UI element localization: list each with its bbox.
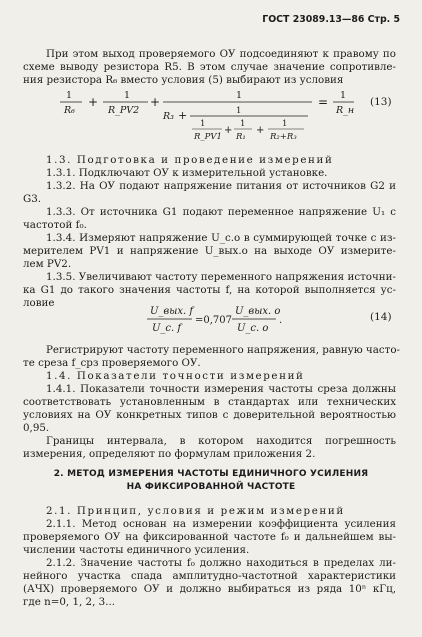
f13-plus-4: +: [224, 125, 233, 136]
item-1-3-4: 1.3.4. Измеряют напряжение U_с.о в суммирующей точке с из-: [46, 232, 396, 244]
f14-mid: =0,707: [195, 315, 233, 326]
item-2-1-2-cont-1: нейного участка спада амплитудно-частотной характеристики: [23, 570, 396, 582]
f13-r2r3: R₂+R₃: [270, 132, 297, 142]
item-2-1-2-cont-2: (АЧХ) проверяемого ОУ и должно выбираться из ряда 10ⁿ кГц,: [23, 583, 396, 595]
formula-14: [0, 300, 422, 340]
f13-r1: R₁: [236, 132, 246, 142]
f13-one-3: 1: [236, 90, 243, 101]
f13-one-2: 1: [124, 90, 131, 101]
item-1-4-1-cont-1: соответствовать установленным в стандартах или технических: [23, 396, 396, 408]
f13-one-7: 1: [282, 119, 288, 129]
after14-line-1: Регистрируют частоту переменного напряжения, равную часто-: [46, 344, 401, 356]
interval-line-1: Границы интервала, в котором находится погрешность: [46, 435, 396, 447]
item-2-1-2: 2.1.2. Значение частоты f₀ должно находиться в пределах ли-: [46, 557, 396, 569]
item-2-1-1-cont: проверяемого ОУ на фиксированной частоте f₀ и дальнейшем вы-: [23, 531, 396, 543]
item-1-3-2: 1.3.2. На ОУ подают напряжение питания от источников G2 и: [46, 180, 396, 192]
f13-rpv2: R_PV2: [108, 105, 140, 116]
f14-num-left: U_вых. f: [150, 306, 194, 317]
chapter-2-title-line-2: НА ФИКСИРОВАННОЙ ЧАСТОТЕ: [126, 482, 296, 492]
f13-rpv1: R_PV1: [194, 132, 222, 142]
f13-r6: R₆: [64, 105, 75, 116]
item-2-1-1: 2.1.1. Метод основан на измерении коэффициента усиления: [46, 518, 396, 530]
f13-r3: R₃: [163, 111, 174, 122]
f13-number: (13): [370, 96, 392, 108]
chapter-2-title-line-1: 2. МЕТОД ИЗМЕРЕНИЯ ЧАСТОТЫ ЕДИНИЧНОГО УСИЛЕНИЯ: [53, 469, 369, 479]
item-1-4-1-end: 0,95.: [23, 422, 50, 434]
item-1-4-1-cont-2: условиях на ОУ конкретных типов с доверительной вероятностью: [23, 409, 396, 421]
f14-num-right: U_вых. о: [235, 306, 281, 317]
item-1-3-5: 1.3.5. Увеличивают частоту переменного напряжения источни-: [46, 271, 396, 283]
f13-one-5: 1: [200, 119, 206, 129]
f13-plus-1: +: [88, 95, 99, 109]
f13-one-1: 1: [66, 90, 73, 101]
interval-line-2: измерения, определяют по формулам приложения 2.: [23, 448, 316, 460]
section-1-4-title: 1.4. Показатели точности измерений: [46, 370, 305, 382]
section-2-1-title: 2.1. Принцип, условия и режим измерений: [46, 505, 345, 517]
item-1-3-3: 1.3.3. От источника G1 подают переменное напряжение U₁ с: [46, 206, 396, 218]
f13-one-6: 1: [240, 119, 246, 129]
intro-line-1: При этом выход проверяемого ОУ подсоединяют к правому по: [46, 48, 396, 60]
item-1-3-4-end: лем PV2.: [23, 258, 72, 270]
item-1-3-5-end: ловие: [23, 297, 55, 309]
f13-one-8: 1: [340, 90, 347, 101]
f13-plus-3: +: [178, 109, 188, 122]
intro-line-2: схеме выводу резистора R5. В этом случае значение сопротивле-: [23, 61, 396, 73]
f13-one-4: 1: [236, 106, 242, 116]
f13-plus-5: +: [256, 125, 265, 136]
formula-13: [0, 86, 422, 148]
f14-den-left: U_с. f: [152, 323, 182, 334]
page-header: ГОСТ 23089.13—86 Стр. 5: [262, 14, 400, 25]
item-2-1-1-end: числении частоты единичного усиления.: [23, 544, 250, 556]
f13-plus-2: +: [150, 95, 161, 109]
after14-line-2: те среза f_срз проверяемого ОУ.: [23, 357, 201, 369]
intro-line-3: ния резистора R₆ вместо условия (5) выбирают из условия: [23, 74, 344, 86]
item-1-3-1: 1.3.1. Подключают ОУ к измерительной установке.: [46, 167, 328, 179]
item-1-3-3-cont: частотой f₀.: [23, 219, 87, 231]
f14-number: (14): [370, 311, 392, 323]
f13-rn: R_н: [336, 105, 355, 116]
item-1-3-4-cont: мерителем PV1 и напряжение U_вых.о на выходе ОУ измерите-: [23, 245, 396, 257]
f14-tail: .: [279, 315, 283, 326]
f14-den-right: U_с. о: [237, 323, 269, 334]
item-1-3-5-cont: ка G1 до такого значения частоты f, на которой выполняется ус-: [23, 284, 396, 296]
section-1-3-title: 1.3. Подготовка и проведение измерений: [46, 154, 334, 166]
item-2-1-2-end: где n=0, 1, 2, 3...: [23, 596, 116, 608]
item-1-4-1: 1.4.1. Показатели точности измерения частоты среза должны: [46, 383, 396, 395]
item-1-3-2-cont: G3.: [23, 193, 42, 205]
f13-equals: =: [318, 95, 329, 109]
